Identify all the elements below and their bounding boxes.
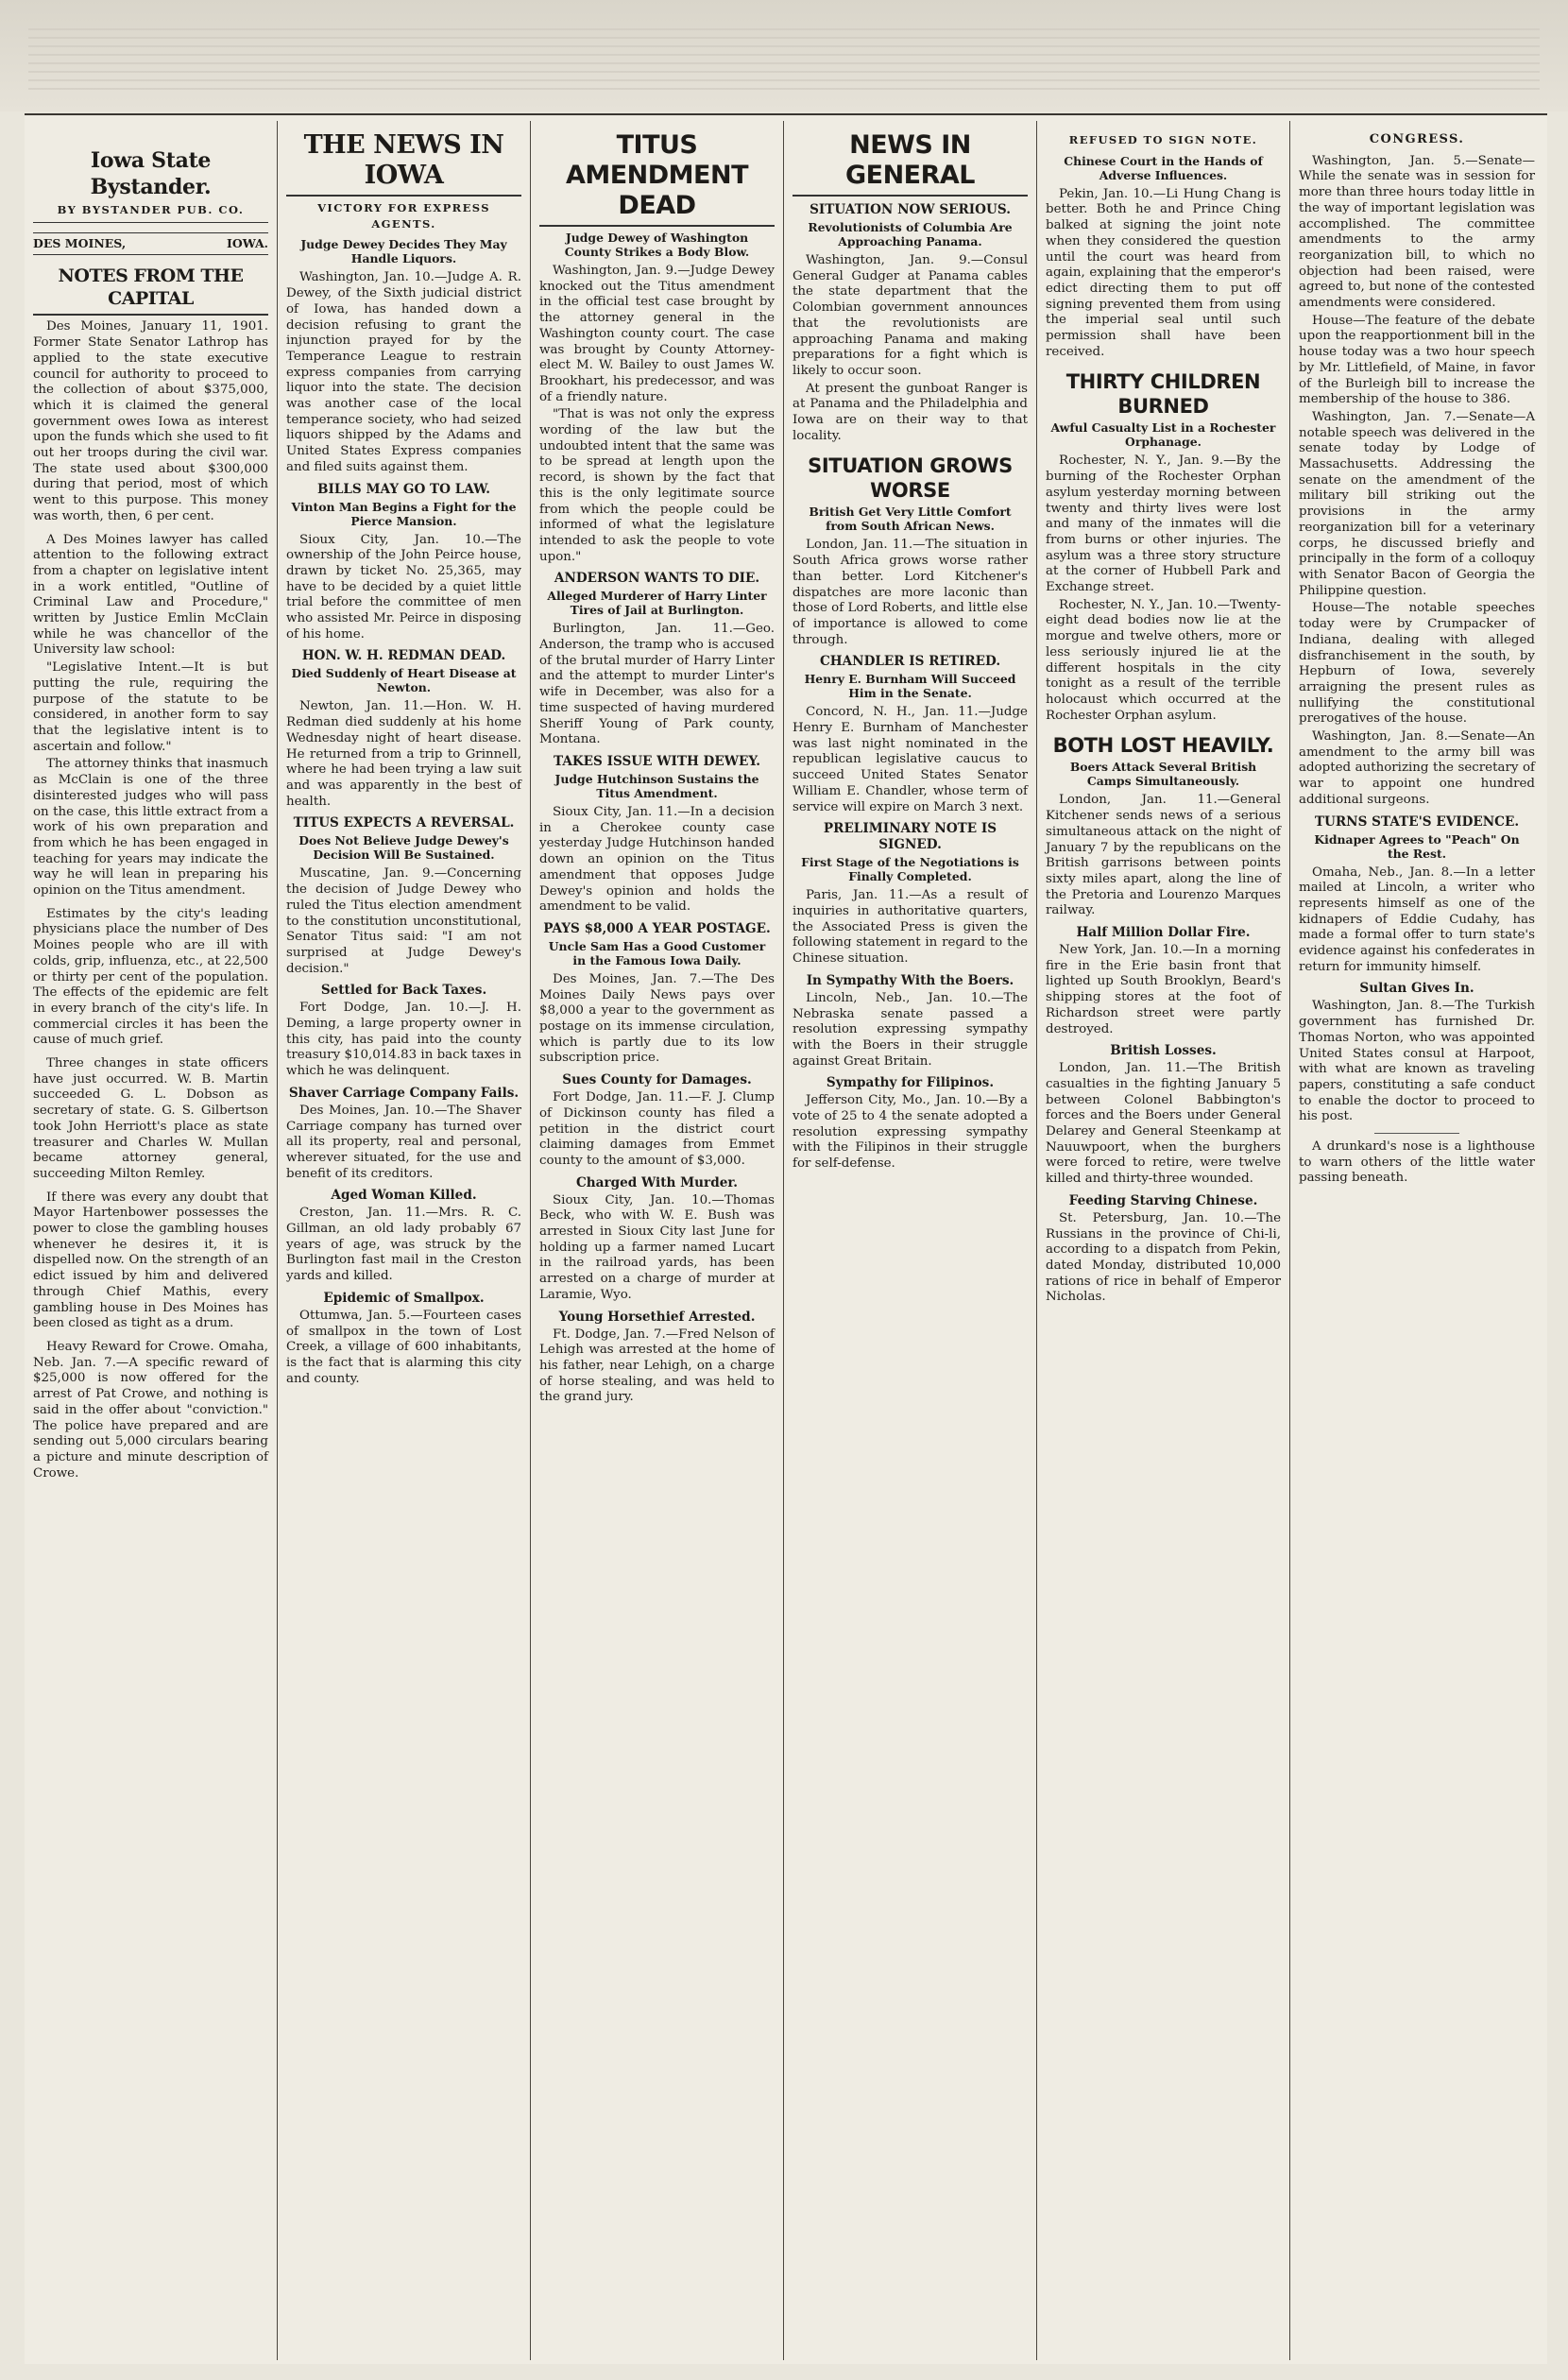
headline: Sympathy for Filipinos.	[826, 1075, 995, 1091]
headline: Half Million Dollar Fire.	[1076, 925, 1251, 941]
article-paragraph: Lincoln, Neb., Jan. 10.—The Nebraska senate passed a resolution expressing sympathy with the Boers in their struggle against Great Britain.	[793, 990, 1028, 1069]
article-paragraph: Washington, Jan. 10.—Judge A. R. Dewey, of the Sixth judicial district of Iowa, has handed down a decision refusing to grant the injunction prayed for by the Temperance League to restrain express companies from carrying liquor into the state. The decision was another case of the local temperance society, who had seized liquors shipped by the Adams and United States Express companies and filed suits against them.	[286, 270, 521, 474]
article-paragraph: The attorney thinks that inasmuch as McClain is one of the three disinterested judges who will pass on the case, this little extract from a work of his own preparation and from which he has been engaged in teaching for years may indicate the way he will lean in preparing his opinion on the Titus amendment.	[33, 757, 268, 899]
article-paragraph: Omaha, Neb., Jan. 8.—In a letter mailed at Lincoln, a writer who represents himself as one of the kidnapers of Eddie Cudahy, has made a formal offer to turn state's evidence against his confederates in return for immunity himself.	[1299, 865, 1535, 974]
deck: Judge Hutchinson Sustains the Titus Amendment.	[554, 771, 759, 800]
article-paragraph: Washington, Jan. 8.—Senate—An amendment to the army bill was adopted authorizing the secretary of war to appoint one hundred additional surgeons.	[1299, 729, 1535, 807]
kicker: CONGRESS.	[1369, 132, 1465, 146]
article-paragraph: "That is was not only the express wording of the law but the undoubted intent that the same was to be spread at length upon the record, is shown by the fact that this is the only legitimate source from which the people could be informed of what the legislature intended to ask the people to vote upon."	[539, 407, 775, 564]
article-paragraph: House—The feature of the debate upon the reapportionment bill in the house today was a two hour speech by Mr. Littlefield, of Maine, in favor of the Burleigh bill to increase the membership of the house to 386.	[1299, 313, 1535, 407]
headline: Feeding Starving Chinese.	[1068, 1192, 1258, 1208]
headline: TURNS STATE'S EVIDENCE.	[1314, 813, 1520, 830]
deck: First Stage of the Negotiations is Finally Completed.	[801, 855, 1019, 884]
headline: TAKES ISSUE WITH DEWEY.	[553, 753, 761, 769]
article-paragraph: Three changes in state officers have just occurred. W. B. Martin succeeded G. L. Dobson as secretary of state. G. S. Gilbertson took John Herriott's place as state treasurer and Charles W. Mullan became attorney general, succeeding Milton Remley.	[33, 1056, 268, 1181]
article-paragraph: "Legislative Intent.—It is but putting the rule, requiring the purpose of the statute to be considered, in another form to say that the legislative intent is to ascertain and follow."	[33, 660, 268, 754]
article-paragraph: Sioux City, Jan. 10.—The ownership of the John Peirce house, drawn by ticket No. 25,365, may have to be decided by a quiet little trial before the committee of men who assisted Mr. Peirce in disposing of his home.	[286, 532, 521, 642]
article-paragraph: At present the gunboat Ranger is at Panama and the Philadelphia and Iowa are on their way to that locality.	[793, 381, 1028, 443]
headline: In Sympathy With the Boers.	[806, 972, 1014, 988]
column-5	[1037, 121, 1290, 2360]
article-paragraph: House—The notable speeches today were by Crumpacker of Indiana, dealing with alleged disfranchisement in the south, by Hepburn of Iowa, severely arraigning the present rules as nullifying the constitutional prerogatives of the house.	[1299, 601, 1535, 727]
article-paragraph: A drunkard's nose is a lighthouse to warn others of the little water passing beneath.	[1299, 1139, 1535, 1186]
section-headline: NOTES FROM THE CAPITAL	[33, 265, 268, 316]
article-paragraph: Fort Dodge, Jan. 10.—J. H. Deming, a large property owner in this city, has paid into the county treasury $10,014.83 in back taxes in which he was delinquent.	[286, 1001, 521, 1079]
publisher-line: BY BYSTANDER PUB. CO.	[33, 202, 268, 223]
faded-print	[28, 28, 1540, 93]
article-paragraph: Rochester, N. Y., Jan. 10.—Twenty-eight dead bodies now lie at the morgue and twelve others, more or less seriously injured lie at the different hospitals in the city tonight as a result of the terrible holocaust which occurred at the Rochester Orphan asylum.	[1046, 597, 1281, 723]
deck: Died Suddenly of Heart Disease at Newton.	[291, 666, 517, 695]
headline-large: SITUATION GROWS WORSE	[808, 454, 1013, 503]
article-paragraph: Fort Dodge, Jan. 11.—F. J. Clump of Dickinson county has filed a petition in the district court claiming damages from Emmet county to the amount of $3,000.	[539, 1090, 775, 1168]
article-paragraph: London, Jan. 11.—The situation in South Africa grows worse rather than better. Lord Kitchener's dispatches are more laconic than those of Lord Roberts, and little else of importance is allowed to come through.	[793, 538, 1028, 647]
masthead: Iowa State Bystander.	[90, 148, 212, 199]
article-paragraph: London, Jan. 11.—The British casualties in the fighting January 5 between Colonel Babbington's forces and the Boers under General Delarey and General Steenkamp at Nauuwpoort, when the burghers were forced to retire, were twelve killed and thirty-three wounded.	[1046, 1061, 1281, 1187]
deck: British Get Very Little Comfort from South African News.	[809, 505, 1012, 534]
deck: Revolutionists of Columbia Are Approaching Panama.	[808, 220, 1013, 248]
headline: TITUS EXPECTS A REVERSAL.	[293, 815, 515, 831]
headline: Charged With Murder.	[575, 1174, 739, 1190]
column-3	[531, 121, 784, 2360]
section-banner: TITUS AMENDMENT DEAD	[539, 130, 775, 227]
headline: Sues County for Damages.	[562, 1072, 752, 1088]
deck: Vinton Man Begins a Fight for the Pierce Mansion.	[291, 499, 517, 528]
headline: Young Horsethief Arrested.	[558, 1309, 756, 1325]
headline-large: THIRTY CHILDREN BURNED	[1065, 370, 1261, 419]
article-paragraph: Paris, Jan. 11.—As a result of inquiries in authoritative quarters, the Associated Press is given the following statement in regard to the Chinese situation.	[793, 888, 1028, 967]
deck: Judge Dewey Decides They May Handle Liquors.	[300, 237, 507, 266]
headline: BILLS MAY GO TO LAW.	[316, 481, 491, 497]
column-6	[1290, 121, 1543, 2360]
headline: HON. W. H. REDMAN DEAD.	[301, 648, 506, 664]
article-paragraph: Des Moines, Jan. 7.—The Des Moines Daily News pays over $8,000 a year to the government as postage on its immense circulation, which is partly due to its low subscription price.	[539, 971, 775, 1066]
article-paragraph: Rochester, N. Y., Jan. 9.—By the burning of the Rochester Orphan asylum yesterday morning between twenty and thirty lives were lost and many of the inmates will die from burns or other injuries. The asylum was a three story structure at the corner of Hubbell Park and Exchange street.	[1046, 454, 1281, 595]
article-paragraph: Heavy Reward for Crowe. Omaha, Neb. Jan. 7.—A specific reward of $25,000 is now offered for the arrest of Pat Crowe, and nothing is said in the offer about "conviction." The police have prepared and are sending out 5,000 circulars bearing a picture and minute description of Crowe.	[33, 1340, 268, 1481]
article-paragraph: Washington, Jan. 7.—Senate—A notable speech was delivered in the senate today by Lodge of Massachusetts. Addressing the senate on the amendment of the military bill striking out the provisions in the army reorganization bill for a veterinary corps, he discussed briefly and principally in the form of a colloquy with Senator Bacon of Georgia the Philippine question.	[1299, 409, 1535, 598]
headline: PAYS $8,000 A YEAR POSTAGE.	[543, 920, 771, 936]
article-paragraph: Creston, Jan. 11.—Mrs. R. C. Gillman, an old lady probably 67 years of age, was struck by the Burlington fast mail in the Creston yards and killed.	[286, 1206, 521, 1284]
article-paragraph: London, Jan. 11.—General Kitchener sends news of a serious simultaneous attack on the night of January 7 by the republicans on the British garrisons between points sixty miles apart, along the line of the Pretoria and Lourenzo Marques railway.	[1046, 793, 1281, 918]
deck: Uncle Sam Has a Good Customer in the Famous Iowa Daily.	[548, 938, 766, 967]
article-paragraph: Pekin, Jan. 10.—Li Hung Chang is better. Both he and Prince Ching balked at signing the joint note when they considered the question until the court was heard from again, explaining that the emperor's edict directing them to put off signing prevented them from using the imperial seal until such permission shall have been received.	[1046, 186, 1281, 359]
article-paragraph: Des Moines, Jan. 10.—The Shaver Carriage company has turned over all its property, real and personal, wherever situated, for the use and benefit of its creditors.	[286, 1103, 521, 1181]
headline-large: BOTH LOST HEAVILY.	[1052, 734, 1274, 758]
deck: Does Not Believe Judge Dewey's Decision Will Be Sustained.	[298, 833, 509, 863]
article-paragraph: Concord, N. H., Jan. 11.—Judge Henry E. Burnham of Manchester was last night nominated in the republican legislative caucus to succeed United States Senator William E. Chandler, whose term of service will expire on March 3 next.	[793, 705, 1028, 814]
kicker: VICTORY FOR EXPRESS AGENTS.	[317, 201, 490, 231]
kicker: REFUSED TO SIGN NOTE.	[1068, 133, 1258, 146]
headline: Aged Woman Killed.	[331, 1188, 477, 1204]
article-paragraph: Estimates by the city's leading physicians place the number of Des Moines people who are ill with colds, grip, influenza, etc., at 22,500 or thirty per cent of the population. The effects of the epidemic are felt in every branch of the city's life. In commercial circles it has been the cause of much grief.	[33, 906, 268, 1048]
torn-page-header-strip	[0, 0, 1568, 111]
column-2	[278, 121, 531, 2360]
headline: Shaver Carriage Company Fails.	[288, 1085, 520, 1101]
newspaper-page	[25, 113, 1547, 2364]
deck: Alleged Murderer of Harry Linter Tires of Jail at Burlington.	[547, 589, 767, 618]
headline: SITUATION NOW SERIOUS.	[810, 202, 1011, 217]
deck: Judge Dewey of Washington County Strikes a Body Blow.	[564, 231, 750, 259]
column-4	[784, 121, 1037, 2360]
headline: CHANDLER IS RETIRED.	[819, 654, 1001, 670]
article-paragraph: Jefferson City, Mo., Jan. 10.—By a vote of 25 to 4 the senate adopted a resolution expressing sympathy with the Filipinos in their struggle for self-defense.	[793, 1093, 1028, 1172]
columns	[25, 121, 1547, 2360]
headline: Epidemic of Smallpox.	[323, 1290, 485, 1306]
article-paragraph: Washington, Jan. 9.—Judge Dewey knocked out the Titus amendment in the official test case brought by the attorney general in the Washington county court. The case was brought by County Attorney-elect M. W. Bailey to oust James W. Brookhart, his predecessor, and was of a friendly nature.	[539, 264, 775, 404]
article-paragraph: St. Petersburg, Jan. 10.—The Russians in the province of Chi-li, according to a dispatch from Pekin, dated Monday, distributed 10,000 rations of rice in behalf of Emperor Nicholas.	[1046, 1210, 1281, 1305]
article-paragraph: Ottumwa, Jan. 5.—Fourteen cases of smallpox in the town of Lost Creek, a village of 600 inhabitants, is the fact that is alarming this city and county.	[286, 1308, 521, 1386]
article-paragraph: Washington, Jan. 5.—Senate—While the senate was in session for more than three hours today little in the way of important legislation was accomplished. The committee amendments to the army reorganization bill, to which no objection had been raised, were agreed to, but none of the contested amendments were considered.	[1299, 153, 1535, 311]
section-banner: NEWS IN GENERAL	[793, 130, 1028, 197]
article-paragraph: A Des Moines lawyer has called attention to the following extract from a chapter on legislative intent in a work entitled, "Outline of Criminal Law and Procedure," written by Justice Emlin McClain while he was chancellor of the University law school:	[33, 532, 268, 658]
column-1	[25, 121, 278, 2360]
article-paragraph: Washington, Jan. 9.—Consul General Gudger at Panama cables the state department that the Colombian government announces that the revolutionists are approaching Panama and making preparations for a fight which is likely to occur soon.	[793, 253, 1028, 378]
headline: PRELIMINARY NOTE IS SIGNED.	[823, 821, 997, 853]
headline: ANDERSON WANTS TO DIE.	[554, 571, 760, 587]
dateline	[33, 232, 268, 256]
dateline-state: IOWA.	[226, 235, 268, 250]
article-paragraph: Burlington, Jan. 11.—Geo. Anderson, the tramp who is accused of the brutal murder of Harry Linter and the attempt to murder Linter's wife in December, was also for a time suspected of having murdered Sheriff Young of Park county, Montana.	[539, 622, 775, 747]
deck: Kidnaper Agrees to "Peach" On the Rest.	[1314, 831, 1520, 861]
article-paragraph: Ft. Dodge, Jan. 7.—Fred Nelson of Lehigh was arrested at the home of his father, near Lehigh, on a charge of horse stealing, and was held to the grand jury.	[539, 1327, 775, 1405]
article-paragraph: If there was every any doubt that Mayor Hartenbower possesses the power to close the gambling houses whenever he desires it, it is dispelled now. On the strength of an edict issued by him and delivered through Chief Mathis, every gambling house in Des Moines has been closed as tight as a drum.	[33, 1190, 268, 1331]
article-paragraph: Muscatine, Jan. 9.—Concerning the decision of Judge Dewey who ruled the Titus election amendment to the constitution unconstitutional, Senator Titus said: "I am not surprised at Judge Dewey's decision."	[286, 866, 521, 976]
article-paragraph: New York, Jan. 10.—In a morning fire in the Erie basin front that lighted up South Brooklyn, Beard's shipping stores at the foot of Richardson street were partly destroyed.	[1046, 943, 1281, 1036]
headline: British Losses.	[1110, 1043, 1217, 1059]
article-paragraph: Sioux City, Jan. 10.—Thomas Beck, who with W. E. Bush was arrested in Sioux City last June for holding up a farmer named Lucart in the railroad yards, has been arrested on a charge of murder at Laramie, Wyo.	[539, 1192, 775, 1302]
article-paragraph: Sioux City, Jan. 11.—In a decision in a Cherokee county case yesterday Judge Hutchinson handed down an opinion on the Titus amendment that opposes Judge Dewey's opinion and holds the amendment to be valid.	[539, 804, 775, 915]
article-paragraph: Newton, Jan. 11.—Hon. W. H. Redman died suddenly at his home Wednesday night of heart disease. He returned from a trip to Grinnell, where he had been trying a law suit and was apparently in the best of health.	[286, 699, 521, 809]
headline: Sultan Gives In.	[1359, 981, 1474, 997]
headline: Settled for Back Taxes.	[320, 983, 487, 999]
article-paragraph: Washington, Jan. 8.—The Turkish government has furnished Dr. Thomas Norton, who was appointed United States consul at Harpoot, with what are known as traveling papers, constituting a safe conduct to enable the doctor to proceed to his post.	[1299, 999, 1535, 1124]
section-banner: THE NEWS IN IOWA	[286, 130, 521, 197]
divider	[1374, 1133, 1459, 1134]
deck: Chinese Court in the Hands of Adverse Influences.	[1064, 153, 1263, 182]
deck: Henry E. Burnham Will Succeed Him in the Senate.	[804, 672, 1016, 701]
dateline-city: DES MOINES,	[33, 235, 127, 250]
deck: Awful Casualty List in a Rochester Orphanage.	[1050, 420, 1276, 450]
article-paragraph: Des Moines, January 11, 1901. Former State Senator Lathrop has applied to the state executive council for authority to proceed to the collection of about $375,000, which it is claimed the general government owes Iowa as interest upon the funds which she used to fit out her troops during the civil war. The state used about $300,000 during that period, most of which went to this purpose. This money was worth, then, 6 per cent.	[33, 319, 268, 523]
deck: Boers Attack Several British Camps Simultaneously.	[1069, 760, 1257, 789]
